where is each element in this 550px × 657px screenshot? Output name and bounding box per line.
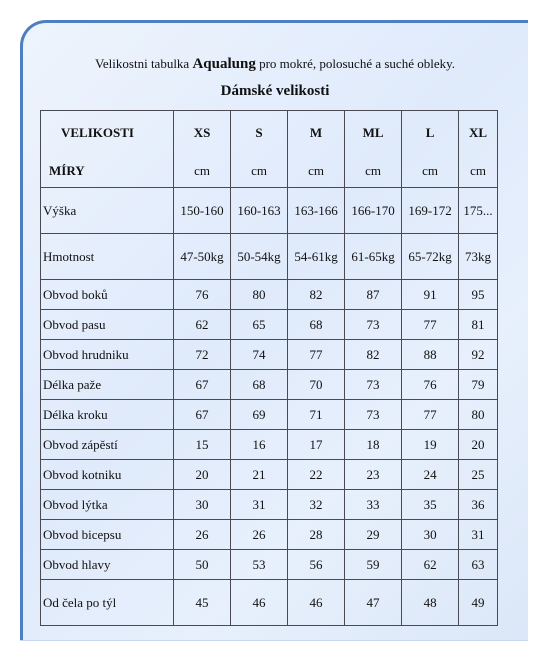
table-cell: 19 <box>402 430 459 460</box>
size-xs: XS <box>174 111 231 154</box>
table-cell: 32 <box>288 490 345 520</box>
table-cell: 87 <box>345 280 402 310</box>
table-row-delka-kroku <box>41 400 498 430</box>
row-label: Délka paže <box>41 370 174 400</box>
row-label: Obvod kotniku <box>41 460 174 490</box>
table-row-hmotnost <box>41 234 498 280</box>
table-row-obvod-lytka <box>41 490 498 520</box>
table-cell: 21 <box>231 460 288 490</box>
table-cell: 23 <box>345 460 402 490</box>
row-label: Obvod hrudniku <box>41 340 174 370</box>
table-cell: 47-50kg <box>174 234 231 280</box>
table-cell: 28 <box>288 520 345 550</box>
table-cell: 65-72kg <box>402 234 459 280</box>
table-cell: 49 <box>459 580 498 626</box>
table-cell: 69 <box>231 400 288 430</box>
table-cell: 150-160 <box>174 188 231 234</box>
size-label: VELIKOSTI <box>41 111 174 154</box>
table-cell: 46 <box>231 580 288 626</box>
table-cell: 17 <box>288 430 345 460</box>
table-cell: 50-54kg <box>231 234 288 280</box>
table-row-obvod-bicepsu <box>41 520 498 550</box>
table-cell: 25 <box>459 460 498 490</box>
table-row-obvod-boku <box>41 280 498 310</box>
table-row-delka-paze <box>41 370 498 400</box>
table-row-obvod-hlavy <box>41 550 498 580</box>
table-cell: 82 <box>345 340 402 370</box>
unit-cell: cm <box>345 153 402 188</box>
intro-after: pro mokré, polosuché a suché obleky. <box>255 56 456 71</box>
table-cell: 35 <box>402 490 459 520</box>
table-row-obvod-zapesti <box>41 430 498 460</box>
size-s: S <box>231 111 288 154</box>
table-cell: 22 <box>288 460 345 490</box>
table-row-vyska <box>41 188 498 234</box>
table-cell: 73kg <box>459 234 498 280</box>
row-label: Výška <box>41 188 174 234</box>
row-label: Obvod pasu <box>41 310 174 340</box>
table-cell: 20 <box>174 460 231 490</box>
intro-text <box>0 56 550 73</box>
row-label: Od čela po týl <box>41 580 174 626</box>
brand-name: Aqualung <box>192 56 256 72</box>
row-label: Obvod bicepsu <box>41 520 174 550</box>
table-cell: 48 <box>402 580 459 626</box>
table-cell: 166-170 <box>345 188 402 234</box>
row-label: Obvod hlavy <box>41 550 174 580</box>
table-cell: 77 <box>288 340 345 370</box>
table-row-obvod-hrudniku <box>41 340 498 370</box>
table-cell: 73 <box>345 310 402 340</box>
table-cell: 81 <box>459 310 498 340</box>
table-cell: 30 <box>174 490 231 520</box>
table-cell: 31 <box>459 520 498 550</box>
table-cell: 77 <box>402 310 459 340</box>
table-cell: 67 <box>174 370 231 400</box>
unit-cell: cm <box>459 153 498 188</box>
size-l: L <box>402 111 459 154</box>
table-cell: 71 <box>288 400 345 430</box>
table-cell: 95 <box>459 280 498 310</box>
table-cell: 76 <box>402 370 459 400</box>
row-label: Délka kroku <box>41 400 174 430</box>
table-cell: 73 <box>345 370 402 400</box>
table-cell: 46 <box>288 580 345 626</box>
table-cell: 163-166 <box>288 188 345 234</box>
table-row-od-cela-po-tyl <box>41 580 498 626</box>
table-cell: 175... <box>459 188 498 234</box>
table-cell: 16 <box>231 430 288 460</box>
table-cell: 91 <box>402 280 459 310</box>
table-cell: 76 <box>174 280 231 310</box>
table-cell: 36 <box>459 490 498 520</box>
size-header-row <box>41 111 498 154</box>
size-ml: ML <box>345 111 402 154</box>
table-cell: 62 <box>402 550 459 580</box>
table-cell: 47 <box>345 580 402 626</box>
unit-cell: cm <box>288 153 345 188</box>
table-cell: 63 <box>459 550 498 580</box>
table-cell: 70 <box>288 370 345 400</box>
table-cell: 15 <box>174 430 231 460</box>
table-cell: 68 <box>288 310 345 340</box>
table-row-obvod-kotniku <box>41 460 498 490</box>
table-cell: 169-172 <box>402 188 459 234</box>
table-cell: 62 <box>174 310 231 340</box>
table-cell: 74 <box>231 340 288 370</box>
table-cell: 54-61kg <box>288 234 345 280</box>
table-cell: 72 <box>174 340 231 370</box>
table-cell: 24 <box>402 460 459 490</box>
measure-label: MÍRY <box>41 153 174 188</box>
table-cell: 45 <box>174 580 231 626</box>
table-cell: 18 <box>345 430 402 460</box>
table-cell: 80 <box>231 280 288 310</box>
table-cell: 92 <box>459 340 498 370</box>
table-cell: 77 <box>402 400 459 430</box>
bottom-divider <box>20 640 528 641</box>
table-cell: 26 <box>231 520 288 550</box>
units-header-row <box>41 153 498 188</box>
table-cell: 53 <box>231 550 288 580</box>
table-cell: 26 <box>174 520 231 550</box>
size-m: M <box>288 111 345 154</box>
unit-cell: cm <box>402 153 459 188</box>
table-cell: 68 <box>231 370 288 400</box>
table-cell: 20 <box>459 430 498 460</box>
row-label: Obvod lýtka <box>41 490 174 520</box>
table-cell: 80 <box>459 400 498 430</box>
table-cell: 88 <box>402 340 459 370</box>
row-label: Obvod boků <box>41 280 174 310</box>
table-cell: 29 <box>345 520 402 550</box>
size-chart-table <box>40 110 498 626</box>
table-cell: 73 <box>345 400 402 430</box>
intro-before: Velikostni tabulka <box>94 56 193 71</box>
table-row-obvod-pasu <box>41 310 498 340</box>
size-xl: XL <box>459 111 498 154</box>
row-label: Hmotnost <box>41 234 174 280</box>
table-cell: 50 <box>174 550 231 580</box>
table-cell: 82 <box>288 280 345 310</box>
table-cell: 31 <box>231 490 288 520</box>
unit-cell: cm <box>174 153 231 188</box>
table-cell: 65 <box>231 310 288 340</box>
row-label: Obvod zápěstí <box>41 430 174 460</box>
table-cell: 33 <box>345 490 402 520</box>
table-cell: 160-163 <box>231 188 288 234</box>
unit-cell: cm <box>231 153 288 188</box>
table-cell: 59 <box>345 550 402 580</box>
table-cell: 56 <box>288 550 345 580</box>
table-cell: 67 <box>174 400 231 430</box>
table-cell: 79 <box>459 370 498 400</box>
table-heading: Dámské velikosti <box>220 83 330 99</box>
table-cell: 30 <box>402 520 459 550</box>
table-cell: 61-65kg <box>345 234 402 280</box>
